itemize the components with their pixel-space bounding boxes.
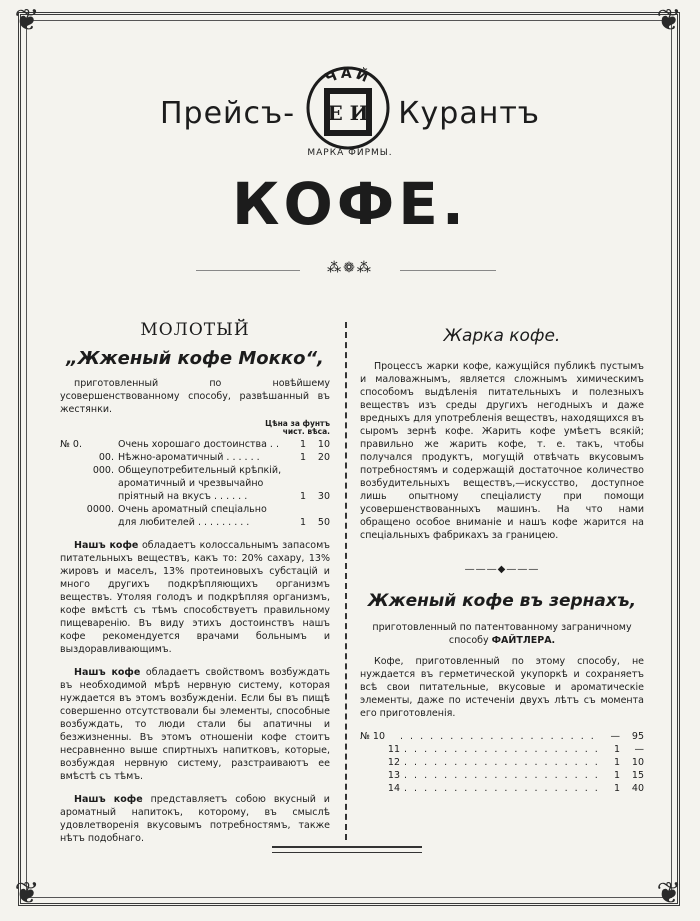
grade-number: № 0.	[60, 439, 82, 450]
trademark-label: МАРКА ФИРМЫ.	[307, 148, 393, 158]
header-left: Прейсъ-	[160, 96, 296, 131]
corner-ornament-icon: ❦	[656, 3, 682, 38]
price-kopecks: 95	[631, 731, 644, 742]
grade-name: Общеупотребительный крѣпкій, ароматичный и чрезвычайно пріятный на вкусъ . . . . . .	[118, 465, 282, 502]
price-row	[60, 464, 330, 503]
column-divider	[345, 322, 347, 840]
product-title: „Жженый кофе Мокко“,	[66, 348, 324, 369]
leader-dots: . . . . . . . . . . . . . . . . . . . .	[404, 744, 600, 755]
beans-text: Кофе, приготовленный по этому способу, не нуждается въ герметической укупоркѣ и сохраняетъ всѣ свои питательные, вкусовые и ароматическіе элементы, даже по истеченіи двухъ лѣтъ съ момента его приготовленія.	[360, 656, 644, 719]
beans-intro-text: приготовленный по патентованному заграничному	[372, 622, 632, 633]
price-kopecks: 30	[317, 491, 330, 502]
header-right: Курантъ	[398, 96, 540, 131]
price-kopecks: 50	[317, 517, 330, 528]
price-kopecks: 15	[631, 770, 644, 781]
grade-number: № 10	[360, 731, 385, 742]
grade-number: 14	[387, 783, 400, 794]
price-row	[60, 503, 330, 529]
section-ornament-icon: ———◆———	[464, 564, 540, 575]
paragraph	[60, 793, 330, 845]
leader-dots: . . . . . . . . . . . . . . . . . . . .	[400, 731, 596, 742]
grade-name: Очень хорошаго достоинства . .	[118, 439, 279, 450]
header	[160, 62, 540, 172]
roasting-text: Процессъ жарки кофе, кажущійся публикѣ пустымъ и маловажнымъ, является сложнымъ химическимъ способомъ выдѣленія питательныхъ и полезныхъ веществъ изъ среды другихъ негодныхъ и даже вредныхъ для употребленія веществъ, находящихся въ сыромъ зернѣ кофе. Жарить кофе умѣетъ всякій; правильно же жарить кофе, т. е. такъ, чтобы получался продуктъ, могущій отвѣчать вкусовымъ потребностямъ и содержащій достаточное количество возбудительныхъ веществъ,—искусство, доступное лишь опытному спеціалисту при помощи усовершенствованныхъ машинъ. На что нами обращено особое вниманіе и нашъ кофе жарится на спеціальныхъ фабрикахъ за границею.	[360, 361, 644, 541]
price-rubles: —	[610, 731, 620, 742]
beans-intro	[360, 621, 644, 647]
brand-logo-icon	[294, 62, 402, 162]
flourish-icon: ⁂❁⁂	[300, 260, 400, 276]
corner-ornament-icon: ❦	[14, 876, 40, 911]
section-title: Жарка кофе.	[443, 326, 561, 346]
grade-name: Очень ароматный спеціально для любителей . . . . . . . . .	[118, 504, 267, 528]
paragraph-text: обладаетъ свойствомъ возбуждать въ необходимой мѣрѣ нервную систему, которая нуждается въ этомъ возбужденіи. Если бы въ пищѣ совершенно отсутствовали бы элементы, способные возбуждать, то люди стали бы апатичны и безжизненны. Въ этомъ отношеніи кофе стоитъ несравненно выше спиртныхъ напитковъ, которые, возбуждая нервную систему, разстраиваютъ ее вмѣстѣ съ тѣмъ.	[60, 667, 330, 782]
left-subtitle: МОЛОТЫЙ	[140, 320, 250, 340]
left-column	[60, 320, 330, 845]
grade-number: 11	[387, 744, 400, 755]
section-title: Жженый кофе въ зернахъ,	[367, 591, 637, 611]
product-intro: приготовленный по новѣйшему усовершенствованному способу, развѣшанный въ жестянки.	[60, 378, 330, 415]
price-rubles: 1	[613, 783, 620, 794]
price-header-line: Цѣна за фунтъ	[265, 419, 330, 428]
price-row	[60, 451, 330, 464]
corner-ornament-icon: ❦	[656, 876, 682, 911]
price-rubles: 1	[613, 744, 620, 755]
leader-dots: . . . . . . . . . . . . . . . . . . . .	[404, 783, 600, 794]
paragraph-text: обладаетъ колоссальнымъ запасомъ питательныхъ веществъ, какъ то: 20% сахару, 13% жировъ и маселъ, 13% протеиновыхъ субстацій и много другихъ подкрѣпляющихъ организмъ веществъ. Утоляя голодъ и подкрѣпляя организмъ, кофе вмѣстѣ съ тѣмъ способствуетъ правильному пищеваренію. Въ виду этихъ достоинствъ нашъ кофе рекомендуется врачами больнымъ и выздоравливающимъ.	[60, 540, 330, 655]
brand-phrase: Нашъ кофе	[74, 540, 139, 551]
brand-phrase: Нашъ кофе	[74, 667, 141, 678]
beans-intro-text: способу	[448, 635, 489, 646]
paragraph	[60, 666, 330, 783]
price-row	[360, 782, 644, 795]
logo-arc-text: ЧАЙ	[322, 65, 374, 88]
price-kopecks: 10	[317, 439, 330, 450]
price-rubles: 1	[299, 517, 306, 528]
price-row	[360, 730, 644, 743]
corner-ornament-icon: ❦	[14, 3, 40, 38]
method-name: ФАЙТЛЕРА.	[491, 635, 556, 646]
svg-text:ЧАЙ	[323, 66, 374, 87]
bottom-rule	[272, 846, 422, 853]
leader-dots: . . . . . . . . . . . . . . . . . . . .	[404, 770, 600, 781]
price-row	[360, 743, 644, 756]
leader-dots: . . . . . . . . . . . . . . . . . . . .	[404, 757, 600, 768]
price-rubles: 1	[613, 757, 620, 768]
price-kopecks: 20	[317, 452, 330, 463]
price-row	[60, 438, 330, 451]
grade-number: 000.	[92, 465, 114, 476]
logo-letters: Е И	[327, 101, 369, 125]
grade-number: 13	[387, 770, 400, 781]
price-rubles: 1	[299, 439, 306, 450]
grade-number: 12	[387, 757, 400, 768]
grade-number: 0000.	[86, 504, 114, 515]
right-column	[360, 320, 644, 795]
grade-name: Нѣжно-ароматичный . . . . . .	[118, 452, 260, 463]
paragraph	[60, 539, 330, 656]
price-kopecks: —	[634, 744, 644, 755]
price-row	[360, 769, 644, 782]
page-title: КОФЕ.	[232, 170, 468, 238]
price-rubles: 1	[613, 770, 620, 781]
brand-phrase: Нашъ кофе	[74, 794, 143, 805]
paragraph-text: представляетъ собою вкусный и ароматный напитокъ, которому, въ смыслѣ удовлетворенія вкусовымъ потребностямъ, также нѣтъ подобнаго.	[60, 794, 330, 844]
price-rubles: 1	[299, 452, 306, 463]
price-rubles: 1	[299, 491, 306, 502]
price-header-line: чист. вѣса.	[282, 427, 330, 436]
price-row	[360, 756, 644, 769]
price-header	[60, 420, 330, 436]
grade-number: 00.	[98, 452, 114, 463]
price-kopecks: 10	[631, 757, 644, 768]
price-kopecks: 40	[631, 783, 644, 794]
